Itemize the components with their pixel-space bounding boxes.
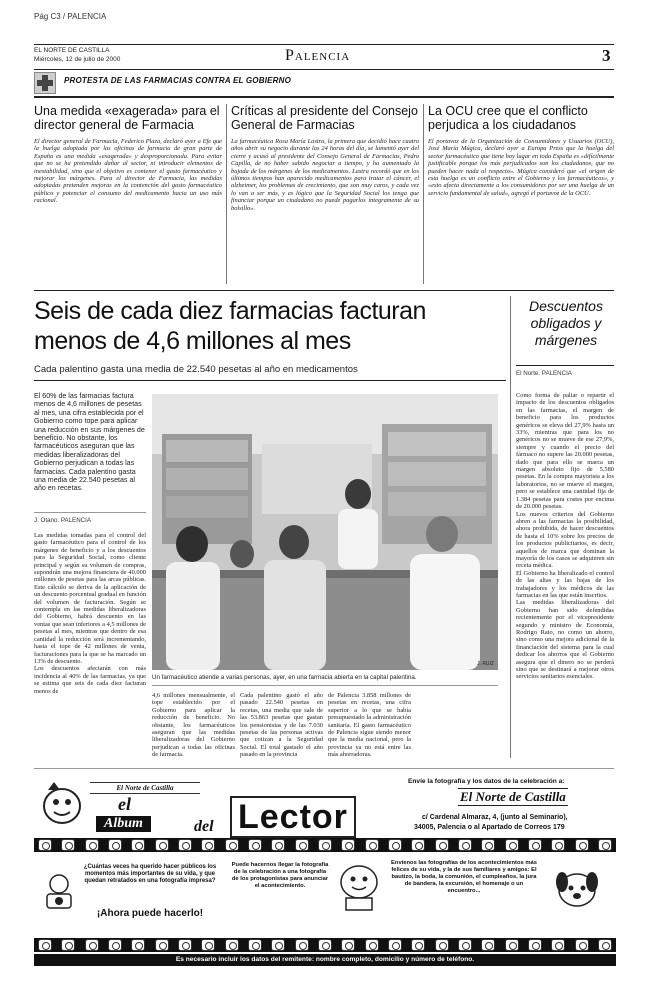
main-headline: Seis de cada diez farmacias facturan menos de 4,6 millones al mes [34, 297, 426, 355]
sidebar-title: Descuentos obligados y márgenes [529, 298, 603, 348]
side-article-title: Críticas al presidente del Consejo General de Farmacias [231, 104, 418, 132]
ad-dog-icon [552, 864, 602, 919]
side-article-body: La farmacéutica Rosa María Lastra, la primera que decidió hace cuatro años abrir su negocio durante las 24 horas del día, se lamentó ayer del cierre y acusó al presidente del Consejo General de Farmacias, Pedro Capilla, de no haber sabido negociar a tiempo, y ha aumentado la bajada de los márgenes de los medicamentos. Lastra recordó que en los últimos tiempos han aparecido medicamentos para tratar el cáncer, el alzheimer, los problemas de crecimiento, que son muy caros, y cada vez lo van a ser más, y es lógico que la Seguridad Social los tenga que financiar porque un ciudadano no puede pagarlos íntegramente de su bolsillo». [231, 138, 419, 212]
ad-word-el: el [118, 794, 131, 814]
ad-send-line: Envíe la fotografía y los datos de la celebración a: [408, 778, 565, 785]
page-number: 3 [602, 46, 611, 65]
body-column-2: 4,6 millones mensualmente, el tope establecido por el Gobierno para aplicar la reducción de beneficio. No obstante, los farmacéuticos aseguran que las medidas liberalizadoras del Gobierno perjudican a todas las oficinas de farmacia. [152, 692, 235, 759]
side-article-body: El portavoz de la Organización de Consumidores y Usuarios (OCU), José María Múgica, declaró ayer a Europa Press que la huelga del sector farmacéutico que tiene hoy lugar en toda España es «difícilmente justificable porque los más perjudicados son los ciudadanos, que no pueden hacer nada al respecto». Múgica consideró que «el origen de esta huelga es un conflicto entre el Gobierno y los farmacéuticos», y «esto afecta directamente a los consumidores por ser una huelga de un servicio fundamental de salud», agregó el portavoz de la OCU. [428, 138, 614, 197]
page-ref: Pág C3 [34, 12, 61, 21]
body-column-4: de Palencia 3.858 millones de pesetas en recetas, una cifra superior a lo que se había presupuestado la administración sanitaria. El gasto farmacéutico de Palencia sigue siendo menor que la media nacional, pero la provincia ya no está entre las más ahorradoras. [328, 692, 411, 759]
lead-text: El 60% de las farmacias factura menos de 4,6 millones de pesetas al mes, una cifra establecida por el Gobierno como tope para aplicar una reducción en sus márgenes de beneficio. No obstante, los farmacéuticos aseguran que las medidas liberalizadoras del Gobierno perjudican a todas las farmacias. Cada palentino gasta una media de 22.540 pesetas al año en recetas. [34, 392, 145, 493]
side-article-3 [428, 104, 614, 197]
issue-date: Miércoles, 12 de julio de 2000 [34, 56, 121, 63]
ad-address-1: c/ Cardenal Almaraz, 4, (junto al Seminario), [422, 814, 568, 821]
ad-mascot-icon [40, 780, 84, 831]
ad-word-lector: Lector [230, 796, 356, 838]
side-article-2 [231, 104, 419, 212]
paper-name: EL NORTE DE CASTILLA [34, 47, 110, 54]
ad-box-2 [230, 862, 330, 934]
ad-box-1-text: ¿Cuántas veces ha querido hacer públicos los momentos más importantes de su vida, y que quedan retratados en una fotografía impresa? [83, 864, 217, 885]
topic-label: PROTESTA DE LAS FARMACIAS CONTRA EL GOBIERNO [64, 76, 292, 85]
ad-word-album: Album [96, 816, 151, 832]
ad-box-2-text: Puede hacernos llegar la fotografía de la celebración a una fotografía de los protagonistas para anunciar el acontecimiento. [231, 862, 329, 889]
photo-caption: Un farmacéutico atiende a varias personas, ayer, en una farmacia abierta en la capital palentina. [152, 674, 417, 681]
side-article-1 [34, 104, 222, 205]
body-column-3: Cada palentino gastó el año pasado 22.540 pesetas en recetas, una media que sale de las 53.863 pesetas que gastan los pensionistas y de las 7.030 pesetas de las personas activas que cotizan a la Seguridad Social. El total gastado el año pasado en la provincia [240, 692, 323, 759]
ad-cake-icon [336, 862, 382, 917]
ad-address-2: 34005, Palencia o al Apartado de Correos 179 [414, 824, 565, 831]
ad-box-3 [390, 860, 538, 932]
side-article-title: Una medida «exagerada» para el director general de Farmacia [34, 104, 220, 132]
camera-person-icon [42, 872, 76, 912]
film-strip-bottom [34, 938, 616, 952]
ad-box-1 [40, 862, 220, 934]
pharmacy-scene-image [152, 394, 498, 670]
section-ref: PALENCIA [67, 12, 107, 21]
section-title: Palencia [285, 47, 351, 64]
body-column-1: Las medidas tomadas para el control del gasto farmacéutico para el control de los márgenes de beneficio y a los descuentos para la Seguridad Social, como cliente principal y según su volumen de compras, supondrán una mejora financiera de 40.000 millones de pesetas para las arcas públicas. Este cálculo se deriva de la aplicación de un descuento porcentual gradual en función del volumen de facturación. Según se contempla en las medidas liberalizadoras del Gobierno, habrá descuento en las ventas que sean inferiores a 4,5 millones de pesetas al mes, mientras que dentro de esa cantidad la reducción será incrementando, hasta el tope de 42 millones de venta, facturaciones para la que se ha marcado un 13% de descuento. Los descuentos afectarán con más incidencia al 40% de las farmacias, ya que se estima que seis de cada diez facturan menos de [34, 532, 146, 695]
top-bar: Pág C3 / PALENCIA [34, 12, 107, 21]
sidebar-byline: El Norte. PALENCIA [516, 370, 572, 377]
side-article-body: El director general de Farmacia, Federico Plaza, declaró ayer a Efe que la huelga adoptada por las oficinas de farmacia de gran parte de España es una medida «exagerada» y desproporcionada. Para evitar que no se ha pretendido dañar al sector, ni introducir elementos de inestabilidad, sino que el objetivo es contener el gasto farmacéutico y mejorar los márgenes. Para el director de Farmacia, las medidas adoptadas pretenden mejoras en la contención del gasto farmacéutico público y potenciar el consumo del medicamento hacia un uso más racional. [34, 138, 222, 205]
main-photo [152, 394, 498, 670]
ad-box-3-text: Envíenos las fotografías de los acontecimientos más felices de su vida, y la de sus familiares y amigos: El bautizo, la boda, la comunión, el cumpleaños, la jura de bandera, la excursión, el homenaje o un encuentro... [391, 860, 537, 894]
ad-brand-large: El Norte de Castilla [460, 789, 566, 804]
side-article-title: La OCU cree que el conflicto perjudica a los ciudadanos [428, 104, 588, 132]
ad-footer: Es necesario incluir los datos del remitente: nombre completo, domicilio y número de teléfono. [34, 954, 616, 966]
main-byline: J. Otano. PALENCIA [34, 517, 91, 524]
ad-box-1-cta: ¡Ahora puede hacerlo! [96, 908, 204, 919]
topic-logo [34, 72, 56, 94]
sidebar-body: Como forma de paliar o repartir el impacto de los descuentos obligados en las farmacias, el margen de beneficio para los productos genéricos se eleva del 27,9% hasta un 33%, mientras que para los no genéricos no se mueve de ese 27,9%, siempre y cuando el precio del fármaco no supere las 20.000 pesetas, dado que para ello se marca un margen absoluto fijo de 5.580 pesetas. En la compra mayorista a los laboratorios, no se mueve el margen, pero se establece una cantidad fija de 1.384 pesetas para costes por encima de 20.000 pesetas. Los nuevos criterios del Gobierno abren a las farmacias la posibilidad, ahora prohibida, de hacer descuentos de hasta el 10% sobre los precios de los productos publicitarios, es decir, aquellos de marca que dominan la mayoría de los casos se adquieren sin receta médica. El Gobierno ha liberalizado el control de las altas y las bajas de los trabajadores y los médicos de las farmacias en las que están inscritos. Las medidas liberalizadoras del Gobierno han sido defendidas recientemente por el vicepresidente segundo y ministro de Economía, Rodrigo Rato, no como un ahorro, sino como una mejora adicional de la financiación del sistema para la cual dedicar los ahorros que el Gobierno asegura que el dinero no se perderá sino que se destinará a mejorar otros servicios sanitarios esenciales. [516, 392, 614, 681]
photo-credit: J. RUIZ [477, 661, 494, 667]
pharmacy-cross-icon [35, 73, 55, 93]
main-subtitle: Cada palentino gasta una media de 22.540 pesetas al año en medicamentos [34, 364, 358, 375]
ad-brand-small: El Norte de Castilla [90, 782, 200, 794]
film-strip-top [34, 838, 616, 852]
ad-word-del: del [194, 818, 214, 835]
